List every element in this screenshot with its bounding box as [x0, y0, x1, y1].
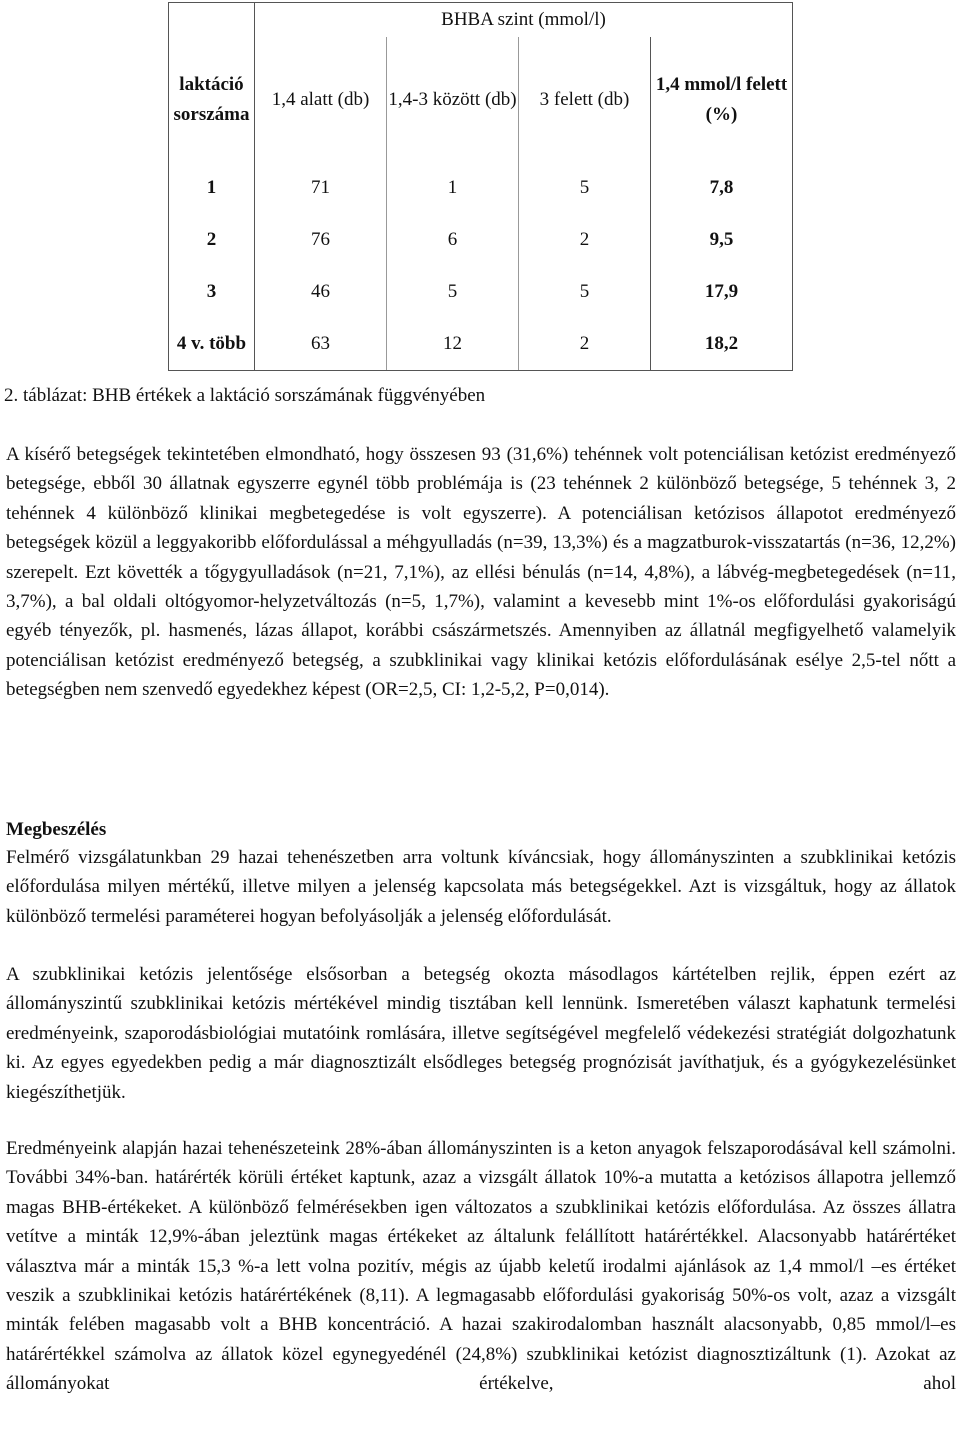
table-row — [169, 162, 793, 214]
cell-above: 2 — [519, 214, 651, 266]
table-caption: 2. táblázat: BHB értékek a laktáció sorszámának függvényében — [4, 385, 486, 406]
col-header-lactation: laktáció sorszáma — [169, 37, 255, 162]
discussion-paragraph-2: A szubklinikai ketózis jelentősége elsősorban a betegség okozta másodlagos kártételben rejlik, éppen ezért az állományszintű szubklinikai ketózis mértékével mindig tisztában kell lennünk. Ismeretében választ kaphatunk termelési eredményeink, szaporodásbiológiai mutatóink romlására, illetve segítségével megfelelő védekezési stratégiát dolgozhatunk ki. Az egyes egyedekben pedig a már diagnosztizált elsődleges betegség prognózisát javíthatjuk, és a gyógykezelésünket kiegészíthetjük. — [6, 964, 956, 1103]
group-header: BHBA szint (mmol/l) — [255, 3, 793, 38]
table-header-row — [169, 37, 793, 162]
table-row — [169, 214, 793, 266]
cell-below: 63 — [255, 318, 387, 371]
cell-above: 5 — [519, 162, 651, 214]
col-header-above: 3 felett (db) — [519, 37, 651, 162]
cell-percent: 17,9 — [651, 266, 793, 318]
table-group-header-row — [169, 3, 793, 38]
cell-percent: 7,8 — [651, 162, 793, 214]
cell-percent: 9,5 — [651, 214, 793, 266]
cell-between: 5 — [387, 266, 519, 318]
discussion-paragraph-3: Eredményeink alapján hazai tehenészeteink 28%-ában állományszinten is a keton anyagok felszaporodásával kell számolni. További 34%-ban. határérték körüli értéket kaptunk, azaz a vizsgált állatok 10%-a mutatta a ketózisos állapotra jellemző magas BHB-értékeket. A különböző felmérésekben igen változatos a szubklinikai ketózis előfordulása. Az összes állatra vetítve a minták 12,9%-ában jeleztünk magas értékeket az általunk felállított határértékkel. Alacsonyabb határértéket választva már a minták 15,3 %-a lett volna pozitív, mégis az újabb keletű irodalmi ajánlások az 1,4 mmol/l –es értéket veszik a szubklinikai ketózis határértékének (8,11). A legmagasabb előfordulási gyakoriság 50%-os volt, azaz a vizsgált minták felében magasabb volt a BHB koncentráció. A hazai szakirodalomban használt alacsonyabb, 0,85 mmol/l–es határértékkel számolva az állatok közel egynegyedénél (24,8%) szubklinikai ketózist diagnosztizáltunk (1). Azokat az állományokat értékelve, ahol — [6, 1138, 956, 1395]
table-row — [169, 318, 793, 371]
section-heading: Megbeszélés — [6, 819, 107, 840]
discussion-paragraph-1: Felmérő vizsgálatunkban 29 hazai tehenészetben arra voltunk kíváncsiak, hogy állományszinten a szubklinikai ketózis előfordulása milyen mértékű, illetve milyen a jelenség kapcsolata más betegségekkel. Azt is vizsgáltuk, hogy az állatok különböző termelési paraméterei hogyan befolyásolják a jelenség előfordulását. — [6, 847, 956, 927]
cell-between: 12 — [387, 318, 519, 371]
col-header-below: 1,4 alatt (db) — [255, 37, 387, 162]
cell-lactation: 1 — [169, 162, 255, 214]
cell-above: 2 — [519, 318, 651, 371]
cell-percent: 18,2 — [651, 318, 793, 371]
cell-between: 1 — [387, 162, 519, 214]
results-paragraph: A kísérő betegségek tekintetében elmondható, hogy összesen 93 (31,6%) tehénnek volt potenciálisan ketózist eredményező betegsége, ebből 30 állatnak egyszerre egynél több problémája is (23 tehénnek 2 különböző betegsége, 5 tehénnek 3, 2 tehénnek 4 különböző klinikai megbetegedése is volt egyszerre). A potenciálisan ketózisos állapotot eredményező betegségek közül a leggyakoribb előfordulással a méhgyulladás (n=39, 13,3%) és a magzatburok-visszatartás (n=36, 12,2%) szerepelt. Ezt követték a tőgygyulladások (n=21, 7,1%), az ellési bénulás (n=14, 4,8%), a lábvég-megbetegedések (n=11, 3,7%), a bal oldali oltógyomor-helyzetváltozás (n=5, 1,7%), valamint a kevesebb mint 1%-os előfordulási gyakoriságú egyéb tényezők, pl. hasmenés, lázas állapot, korábbi császármetszés. Amennyiben az állatnál megfigyelhető valamelyik potenciálisan ketózist eredményező betegség, a szubklinikai vagy klinikai ketózis előfordulásának esélye 2,5-tel nőtt a betegségben nem szenvedő egyedekhez képest (OR=2,5, CI: 1,2-5,2, P=0,014). — [6, 444, 956, 701]
bhba-table-container — [168, 2, 792, 371]
cell-lactation: 4 v. több — [169, 318, 255, 371]
col-header-between: 1,4-3 között (db) — [387, 37, 519, 162]
cell-below: 46 — [255, 266, 387, 318]
cell-below: 71 — [255, 162, 387, 214]
cell-above: 5 — [519, 266, 651, 318]
cell-lactation: 3 — [169, 266, 255, 318]
cell-lactation: 2 — [169, 214, 255, 266]
cell-below: 76 — [255, 214, 387, 266]
col-header-percent: 1,4 mmol/l felett (%) — [651, 37, 793, 162]
table-row — [169, 266, 793, 318]
cell-between: 6 — [387, 214, 519, 266]
bhba-table — [168, 2, 793, 371]
